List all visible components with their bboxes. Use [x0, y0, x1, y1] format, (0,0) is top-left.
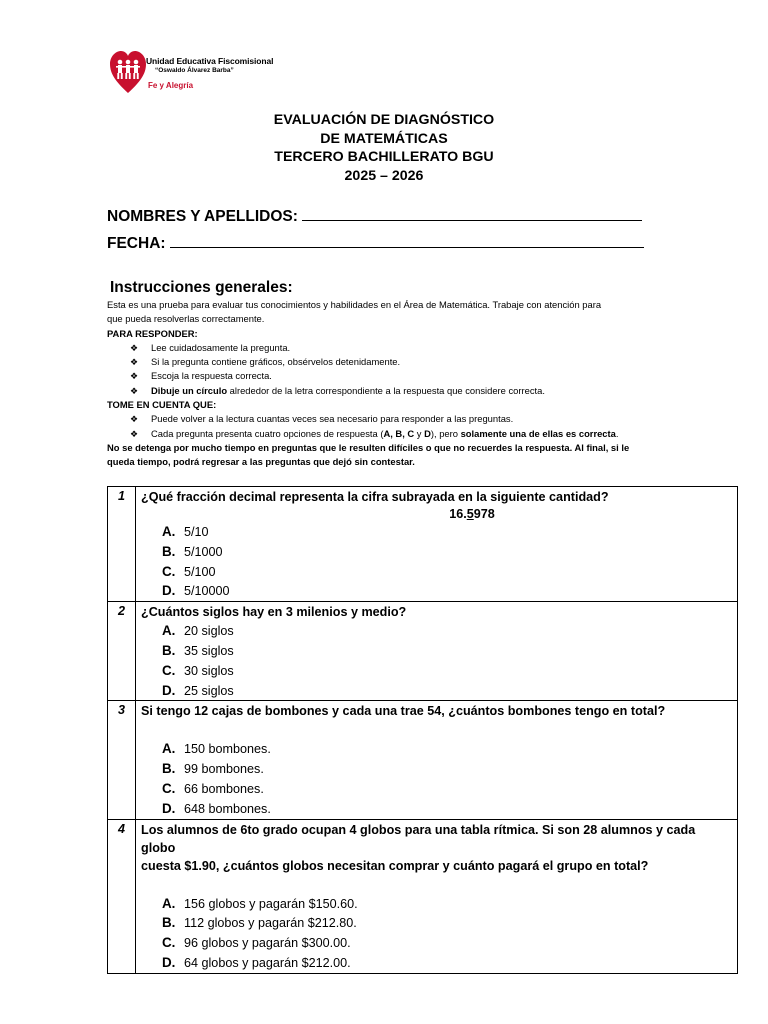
school-name: “Oswaldo Álvarez Barba” — [155, 67, 234, 74]
diamond-bullet-icon: ❖ — [130, 342, 139, 353]
note-heading: TOME EN CUENTA QUE: — [107, 399, 217, 411]
instructions-block — [107, 298, 667, 470]
answer-option[interactable]: C. 30 siglos — [162, 662, 234, 678]
answer-option[interactable]: B. 5/1000 — [162, 543, 223, 559]
instructions-heading: Instrucciones generales: — [110, 279, 293, 296]
list-item: ❖ Cada pregunta presenta cuatro opciones de respuesta (A, B, C y D), pero solamente una de ellas es correcta. — [107, 427, 667, 441]
respond-heading: PARA RESPONDER: — [107, 327, 198, 339]
exam-title — [0, 111, 768, 185]
names-blank-line[interactable] — [302, 207, 642, 221]
motto-label: Fe y Alegría — [148, 81, 194, 90]
names-label: NOMBRES Y APELLIDOS: — [107, 208, 298, 225]
diamond-bullet-icon: ❖ — [130, 357, 139, 368]
list-item: ❖ Puede volver a la lectura cuantas veces sea necesario para responder a las preguntas. — [107, 412, 667, 426]
answer-option[interactable]: A. 156 globos y pagarán $150.60. — [162, 895, 358, 911]
question-row — [108, 602, 738, 701]
list-item: ❖ Escoja la respuesta correcta. — [107, 369, 667, 383]
date-label: FECHA: — [107, 235, 166, 252]
title-line: EVALUACIÓN DE DIAGNÓSTICO — [273, 112, 495, 128]
question-text: ¿Qué fracción decimal representa la cifra subrayada en la siguiente cantidad? — [141, 490, 609, 504]
question-text: Si tengo 12 cajas de bombones y cada una trae 54, ¿cuántos bombones tengo en total? — [141, 704, 666, 719]
intro-text: Esta es una prueba para evaluar tus conocimientos y habilidades en el Área de Matemática. Trabaje con atención para — [107, 299, 602, 310]
answer-option[interactable]: D. 648 bombones. — [162, 800, 271, 816]
answer-option[interactable]: B. 35 siglos — [162, 642, 234, 658]
questions-table — [107, 486, 738, 974]
question-content — [136, 701, 738, 819]
closing-text: No se detenga por mucho tiempo en preguntas que le resulten difíciles o que no recuerdes la respuesta. Al final, si le — [107, 441, 630, 453]
answer-option[interactable]: D. 5/10000 — [162, 583, 230, 599]
question-text: ¿Cuántos siglos hay en 3 milenios y medio? — [141, 605, 407, 620]
diamond-bullet-icon: ❖ — [130, 414, 139, 425]
question-text: cuesta $1.90, ¿cuántos globos necesitan comprar y cuánto pagará el grupo en total? — [141, 858, 649, 873]
underlined-digit: 5 — [466, 507, 474, 521]
question-row — [108, 487, 738, 602]
question-text: Los alumnos de 6to grado ocupan 4 globos para una tabla rítmica. Si son 28 alumnos y cada globo — [141, 822, 696, 855]
spacer — [141, 875, 733, 894]
school-label: Unidad Educativa Fiscomisional — [146, 56, 274, 66]
answer-option[interactable]: C. 96 globos y pagarán $300.00. — [162, 935, 351, 951]
answer-option[interactable]: C. 5/100 — [162, 563, 216, 579]
heart-logo-icon — [110, 50, 146, 94]
question-number: 4 — [108, 819, 136, 973]
answer-option[interactable]: D. 25 siglos — [162, 682, 234, 698]
answer-option[interactable]: A. 5/10 — [162, 524, 209, 539]
question-content — [136, 819, 738, 973]
list-item: ❖ Dibuje un círculo alrededor de la letra correspondiente a la respuesta que considere correcta. — [107, 384, 667, 398]
spacer — [141, 720, 733, 739]
question-row — [108, 701, 738, 819]
diamond-bullet-icon: ❖ — [130, 385, 139, 396]
date-blank-line[interactable] — [170, 234, 644, 248]
answer-option[interactable]: A. 150 bombones. — [162, 741, 271, 757]
list-item: ❖ Si la pregunta contiene gráficos, obsérvelos detenidamente. — [107, 355, 667, 369]
list-item: ❖ Lee cuidadosamente la pregunta. — [107, 341, 667, 355]
names-field — [107, 207, 642, 226]
question-number: 2 — [108, 602, 136, 701]
question-number: 1 — [108, 487, 136, 602]
title-line: DE MATEMÁTICAS — [320, 130, 448, 147]
question-content — [136, 602, 738, 701]
question-row — [108, 819, 738, 973]
intro-text: que pueda resolverlas correctamente. — [107, 313, 265, 325]
answer-option[interactable]: D. 64 globos y pagarán $212.00. — [162, 954, 351, 970]
diamond-bullet-icon: ❖ — [130, 371, 139, 382]
closing-text: queda tiempo, podrá regresar a las preguntas que dejó sin contestar. — [107, 456, 415, 468]
question-number: 3 — [108, 701, 136, 819]
answer-option[interactable]: B. 112 globos y pagarán $212.80. — [162, 915, 357, 931]
answer-option[interactable]: C. 66 bombones. — [162, 780, 264, 796]
question-content — [136, 487, 738, 602]
title-line: TERCERO BACHILLERATO BGU — [274, 149, 494, 165]
answer-option[interactable]: B. 99 bombones. — [162, 761, 264, 777]
answer-option[interactable]: A. 20 siglos — [162, 623, 234, 639]
title-line: 2025 – 2026 — [344, 167, 424, 184]
question-quantity: 16.5978 — [449, 507, 495, 521]
date-field — [107, 234, 644, 253]
diamond-bullet-icon: ❖ — [130, 428, 139, 439]
